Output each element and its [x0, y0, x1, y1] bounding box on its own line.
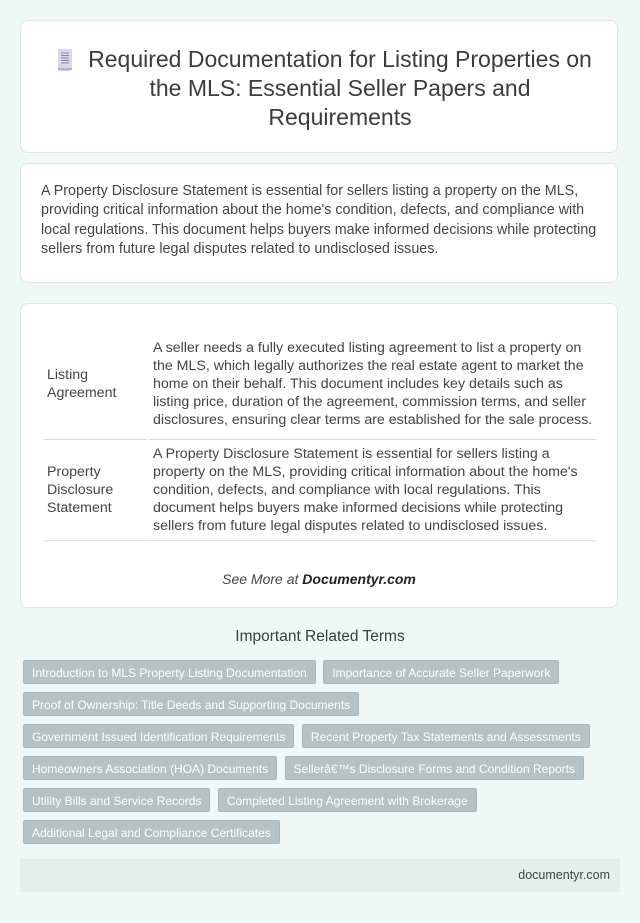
- see-more-prefix: See More at: [222, 571, 303, 587]
- related-terms-title: Important Related Terms: [235, 628, 405, 645]
- term-cell: Property Disclosure Statement: [43, 440, 147, 541]
- see-more-link[interactable]: [21, 571, 617, 587]
- description-cell: A Property Disclosure Statement is essential for sellers listing a property on the MLS, providing critical information about the home's condition, defects, and compliance with local regulations. This document helps buyers make informed decisions while protecting sellers from future legal disputes related to undisclosed issues.: [149, 440, 597, 541]
- related-term-tag[interactable]: Utility Bills and Service Records: [23, 788, 210, 812]
- term-cell: Listing Agreement: [43, 329, 147, 440]
- footer-site-link[interactable]: documentyr.com: [518, 868, 610, 882]
- intro-text: A Property Disclosure Statement is essential for sellers listing a property on the MLS, providing critical information about the home's condition, defects, and compliance with local regulations. This document helps buyers make informed decisions while protecting sellers from future legal disputes related to undisclosed issues.: [41, 183, 597, 258]
- related-term-tag[interactable]: Homeowners Association (HOA) Documents: [23, 756, 277, 780]
- related-term-tag[interactable]: Completed Listing Agreement with Brokerage: [218, 788, 477, 812]
- related-term-tag[interactable]: Recent Property Tax Statements and Assessments: [302, 724, 590, 748]
- related-term-tag[interactable]: Government Issued Identification Requirements: [23, 724, 294, 748]
- document-scroll-icon: [55, 48, 75, 72]
- description-cell: A seller needs a fully executed listing agreement to list a property on the MLS, which legally authorizes the real estate agent to market the home on their behalf. This document includes key details such as listing price, duration of the agreement, commission terms, and seller disclosures, ensuring clear terms are established for the sale process.: [149, 329, 597, 440]
- related-term-tag[interactable]: Additional Legal and Compliance Certificates: [23, 820, 280, 844]
- see-more-site[interactable]: Documentyr.com: [302, 571, 416, 587]
- intro-card: [20, 163, 618, 283]
- related-term-tag[interactable]: Introduction to MLS Property Listing Documentation: [23, 660, 316, 684]
- related-term-tag[interactable]: Proof of Ownership: Title Deeds and Supporting Documents: [23, 692, 359, 716]
- documents-table-card: [20, 303, 618, 608]
- title-card: [20, 20, 618, 153]
- related-terms-list: [23, 660, 603, 852]
- footer: [20, 859, 620, 892]
- related-term-tag[interactable]: Importance of Accurate Seller Paperwork: [323, 660, 559, 684]
- related-term-tag[interactable]: Sellerâ€™s Disclosure Forms and Condition Reports: [285, 756, 584, 780]
- table-row: [43, 440, 597, 541]
- table-row: [43, 329, 597, 440]
- page-title: Required Documentation for Listing Properties on the MLS: Essential Seller Papers and Requirements: [88, 46, 592, 130]
- documents-table: [41, 329, 599, 541]
